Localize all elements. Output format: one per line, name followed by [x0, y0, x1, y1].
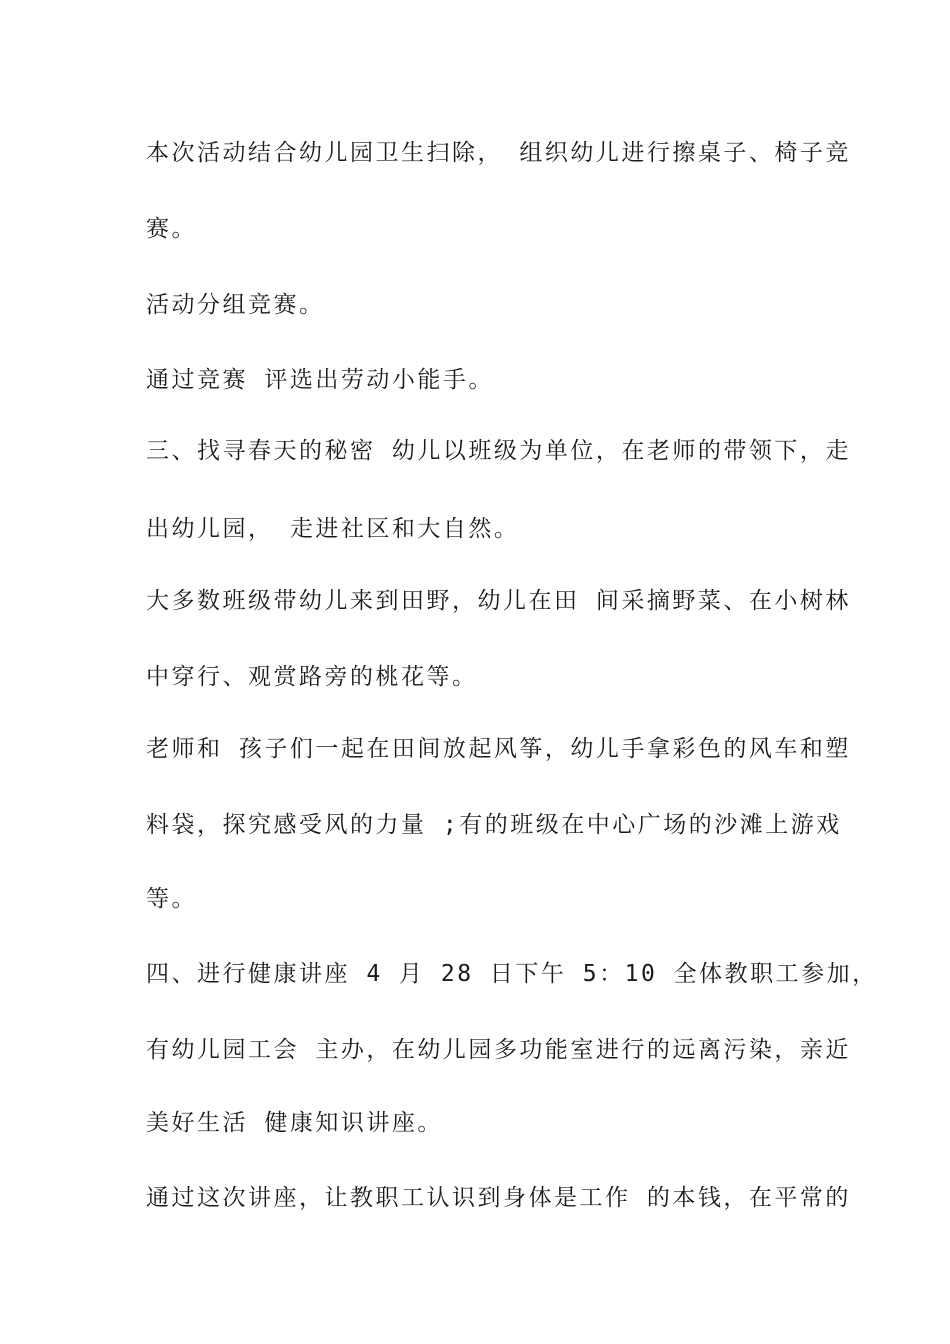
- text-line: 出幼儿园， 走进社区和大自然。: [146, 516, 520, 542]
- text-line: 老师和 孩子们一起在田间放起风筝，幼儿手拿彩色的风车和塑: [146, 736, 851, 762]
- text-line: 等。: [146, 886, 197, 912]
- text-line: 中穿行、观赏路旁的桃花等。: [146, 664, 478, 690]
- text-line: 通过这次讲座，让教职工认识到身体是工作 的本钱，在平常的: [146, 1185, 851, 1211]
- section-heading-line: 四、进行健康讲座 4 月 28 日下午 5：10 全体教职工参加，: [146, 961, 878, 987]
- text-line: 活动分组竞赛。: [146, 292, 325, 318]
- text-line: 美好生活 健康知识讲座。: [146, 1110, 443, 1136]
- section-heading-line: 三、找寻春天的秘密 幼儿以班级为单位，在老师的带领下，走: [146, 438, 851, 464]
- text-line: 本次活动结合幼儿园卫生扫除， 组织幼儿进行擦桌子、椅子竞: [146, 140, 851, 166]
- text-line: 料袋，探究感受风的力量 ;有的班级在中心广场的沙滩上游戏: [146, 812, 842, 838]
- text-line: 大多数班级带幼儿来到田野，幼儿在田 间采摘野菜、在小树林: [146, 588, 851, 614]
- text-line: 通过竞赛 评选出劳动小能手。: [146, 367, 494, 393]
- text-line: 有幼儿园工会 主办，在幼儿园多功能室进行的远离污染，亲近: [146, 1037, 851, 1063]
- text-line: 赛。: [146, 216, 197, 242]
